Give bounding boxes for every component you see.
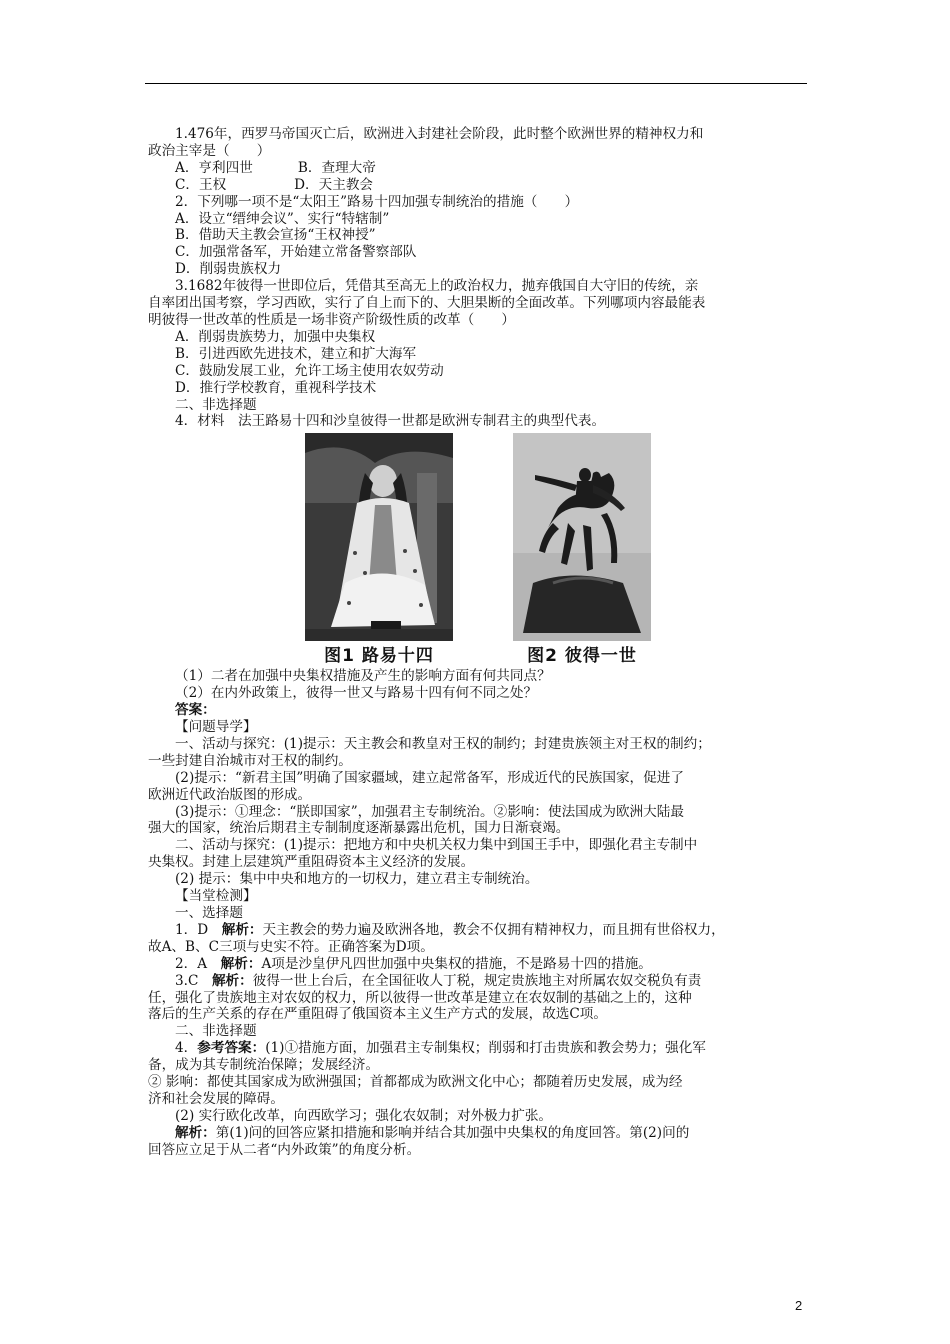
guide-5: (2) 提示：集中中央和地方的一切权力，建立君主专制统治。 [175,871,539,888]
answer-4-line2: 备，成为其专制统治保障；发展经济。 [148,1057,380,1074]
answer-1-label: 解析： [221,921,263,938]
figure-1 [305,433,453,666]
answer-4-explain-label: 解析： [175,1124,216,1141]
document-body [148,126,808,1159]
q2-option-a: A．设立“缙绅会议”、实行“特辖制” [175,210,390,227]
answer-1-line1 [148,922,808,939]
answer-1-text: 天主教会的势力遍及欧洲各地，教会不仅拥有精神权力，而且拥有世俗权力， [262,921,725,938]
q3-option-b: B．引进西欧先进技术，建立和扩大海军 [175,345,417,362]
q3-stem-line3: 明彼得一世改革的性质是一场非资产阶级性质的改革（ ） [148,311,516,328]
answer-3-line2: 任，强化了贵族地主对农奴的权力，所以彼得一世改革是建立在农奴制的基础之上的，这种 [148,989,692,1006]
q4-sub2: （2）在内外政策上，彼得一世又与路易十四有何不同之处？ [175,685,538,702]
answer-4-explain-line2: 回答应立足于从二者“内外政策”的角度分析。 [148,1141,421,1158]
answer-3-line3: 落后的生产关系的存在严重阻碍了俄国资本主义生产方式的发展，故选C项。 [148,1006,607,1023]
answer-1-line2: 故A、B、C三项与史实不符。正确答案为D项。 [148,938,434,955]
peter-i-statue-image [513,433,651,641]
answer-2-label: 解析： [220,955,262,972]
q3-option-c: C．鼓励发展工业，允许工场主使用农奴劳动 [175,362,444,379]
q3-option-d: D．推行学校教育，重视科学技术 [175,379,377,396]
q4-material: 4．材料 法王路易十四和沙皇彼得一世都是欧洲专制君主的典型代表。 [175,413,606,430]
answer-4-text: (1)①措施方面，加强君主专制集权；削弱和打击贵族和教会势力；强化军 [265,1040,706,1057]
guide-4-line1: 二、活动与探究：(1)提示：把地方和中央机关权力集中到国王手中，即强化君主专制中 [175,837,698,854]
q3-option-a: A．削弱贵族势力，加强中央集权 [175,328,376,345]
answer-4-line1 [148,1040,808,1057]
answers-label: 答案： [175,702,216,719]
q1-options-cd: C．王权 D．天主教会 [175,176,374,193]
answer-3-line1 [148,973,808,990]
q2-option-b: B．借助天主教会宣扬“王权神授” [175,227,376,244]
figure-2-caption: 图2 彼得一世 [527,646,637,667]
guide-1-line1: 一、活动与探究：(1)提示：天主教会和教皇对王权的制约；封建贵族领主对王权的制约； [175,735,711,752]
section-non-choice: 二、非选择题 [175,396,257,413]
answer-2-line [148,956,808,973]
q1-options-ab: A．亨利四世 B．查理大帝 [175,159,376,176]
guide-2-line2: 欧洲近代政治版图的形成。 [148,786,312,803]
guide-2-line1: (2)提示：“新君主国”明确了国家疆域，建立起常备军，形成近代的民族国家，促进了 [175,769,684,786]
q3-stem-line1: 3.1682年彼得一世即位后，凭借其至高无上的政治权力，抛弃俄国自大守旧的传统，亲 [175,278,699,295]
answer-1-num: 1．D [175,921,222,938]
guide-3-line1: (3)提示：①理念：“朕即国家”，加强君主专制统治。②影响：使法国成为欧洲大陆最 [175,803,684,820]
answer-3-label: 解析： [211,972,253,989]
q2-stem: 2．下列哪一项不是“太阳王”路易十四加强专制统治的措施（ ） [175,193,579,210]
figure-1-caption: 图1 路易十四 [324,646,434,667]
answer-2-text: A项是沙皇伊凡四世加强中央集权的措施，不是路易十四的措施。 [261,955,652,972]
answer-4-num: 4． [175,1040,198,1057]
check-section-non-choice: 二、非选择题 [175,1023,257,1040]
q4-sub1: （1）二者在加强中央集权措施及产生的影响方面有何共同点？ [175,668,551,685]
check-section-choice: 一、选择题 [175,905,243,921]
answer-4-label: 参考答案： [197,1040,266,1057]
page-number: 2 [795,1298,803,1313]
answer-2-num: 2．A [175,955,221,972]
guide-3-line2: 强大的国家，统治后期君主专制制度逐渐暴露出危机，国力日渐衰竭。 [148,820,570,837]
q2-option-d: D．削弱贵族权力 [175,261,282,278]
answer-4-line3: ② 影响：都使其国家成为欧洲强国；首都都成为欧洲文化中心；都随着历史发展，成为经 [148,1074,683,1091]
answer-4-line4: 济和社会发展的障碍。 [148,1090,284,1107]
answer-3-num: 3.C [175,972,212,989]
figure-row [148,433,808,666]
answer-4-explain-text: 第(1)问的回答应紧扣措施和影响并结合其加强中央集权的角度回答。第(2)问的 [215,1124,690,1141]
answer-4-line5: (2) 实行欧化改革，向西欧学习；强化农奴制；对外极力扩张。 [175,1107,553,1124]
check-title: 【当堂检测】 [175,888,257,905]
answer-4-explain-line1 [148,1125,808,1142]
louis-xiv-portrait-image [305,433,453,641]
q1-stem-line1: 1.476年，西罗马帝国灭亡后，欧洲进入封建社会阶段，此时整个欧洲世界的精神权力和 [175,126,704,142]
guide-4-line2: 央集权。封建上层建筑严重阻碍资本主义经济的发展。 [148,854,475,871]
guide-1-line2: 一些封建自治城市对王权的制约。 [148,752,352,769]
figure-2 [513,433,651,666]
answer-3-text: 彼得一世上台后，在全国征收人丁税，规定贵族地主对所属农奴交税负有责 [252,972,702,989]
q1-stem-line2: 政治主宰是（ ） [148,142,271,159]
q2-option-c: C．加强常备军，开始建立常备警察部队 [175,244,417,261]
header-rule [145,83,807,84]
q3-stem-line2: 自率团出国考察，学习西欧，实行了自上而下的、大胆果断的全面改革。下列哪项内容最能表 [148,295,706,312]
guide-title: 【问题导学】 [175,719,257,736]
